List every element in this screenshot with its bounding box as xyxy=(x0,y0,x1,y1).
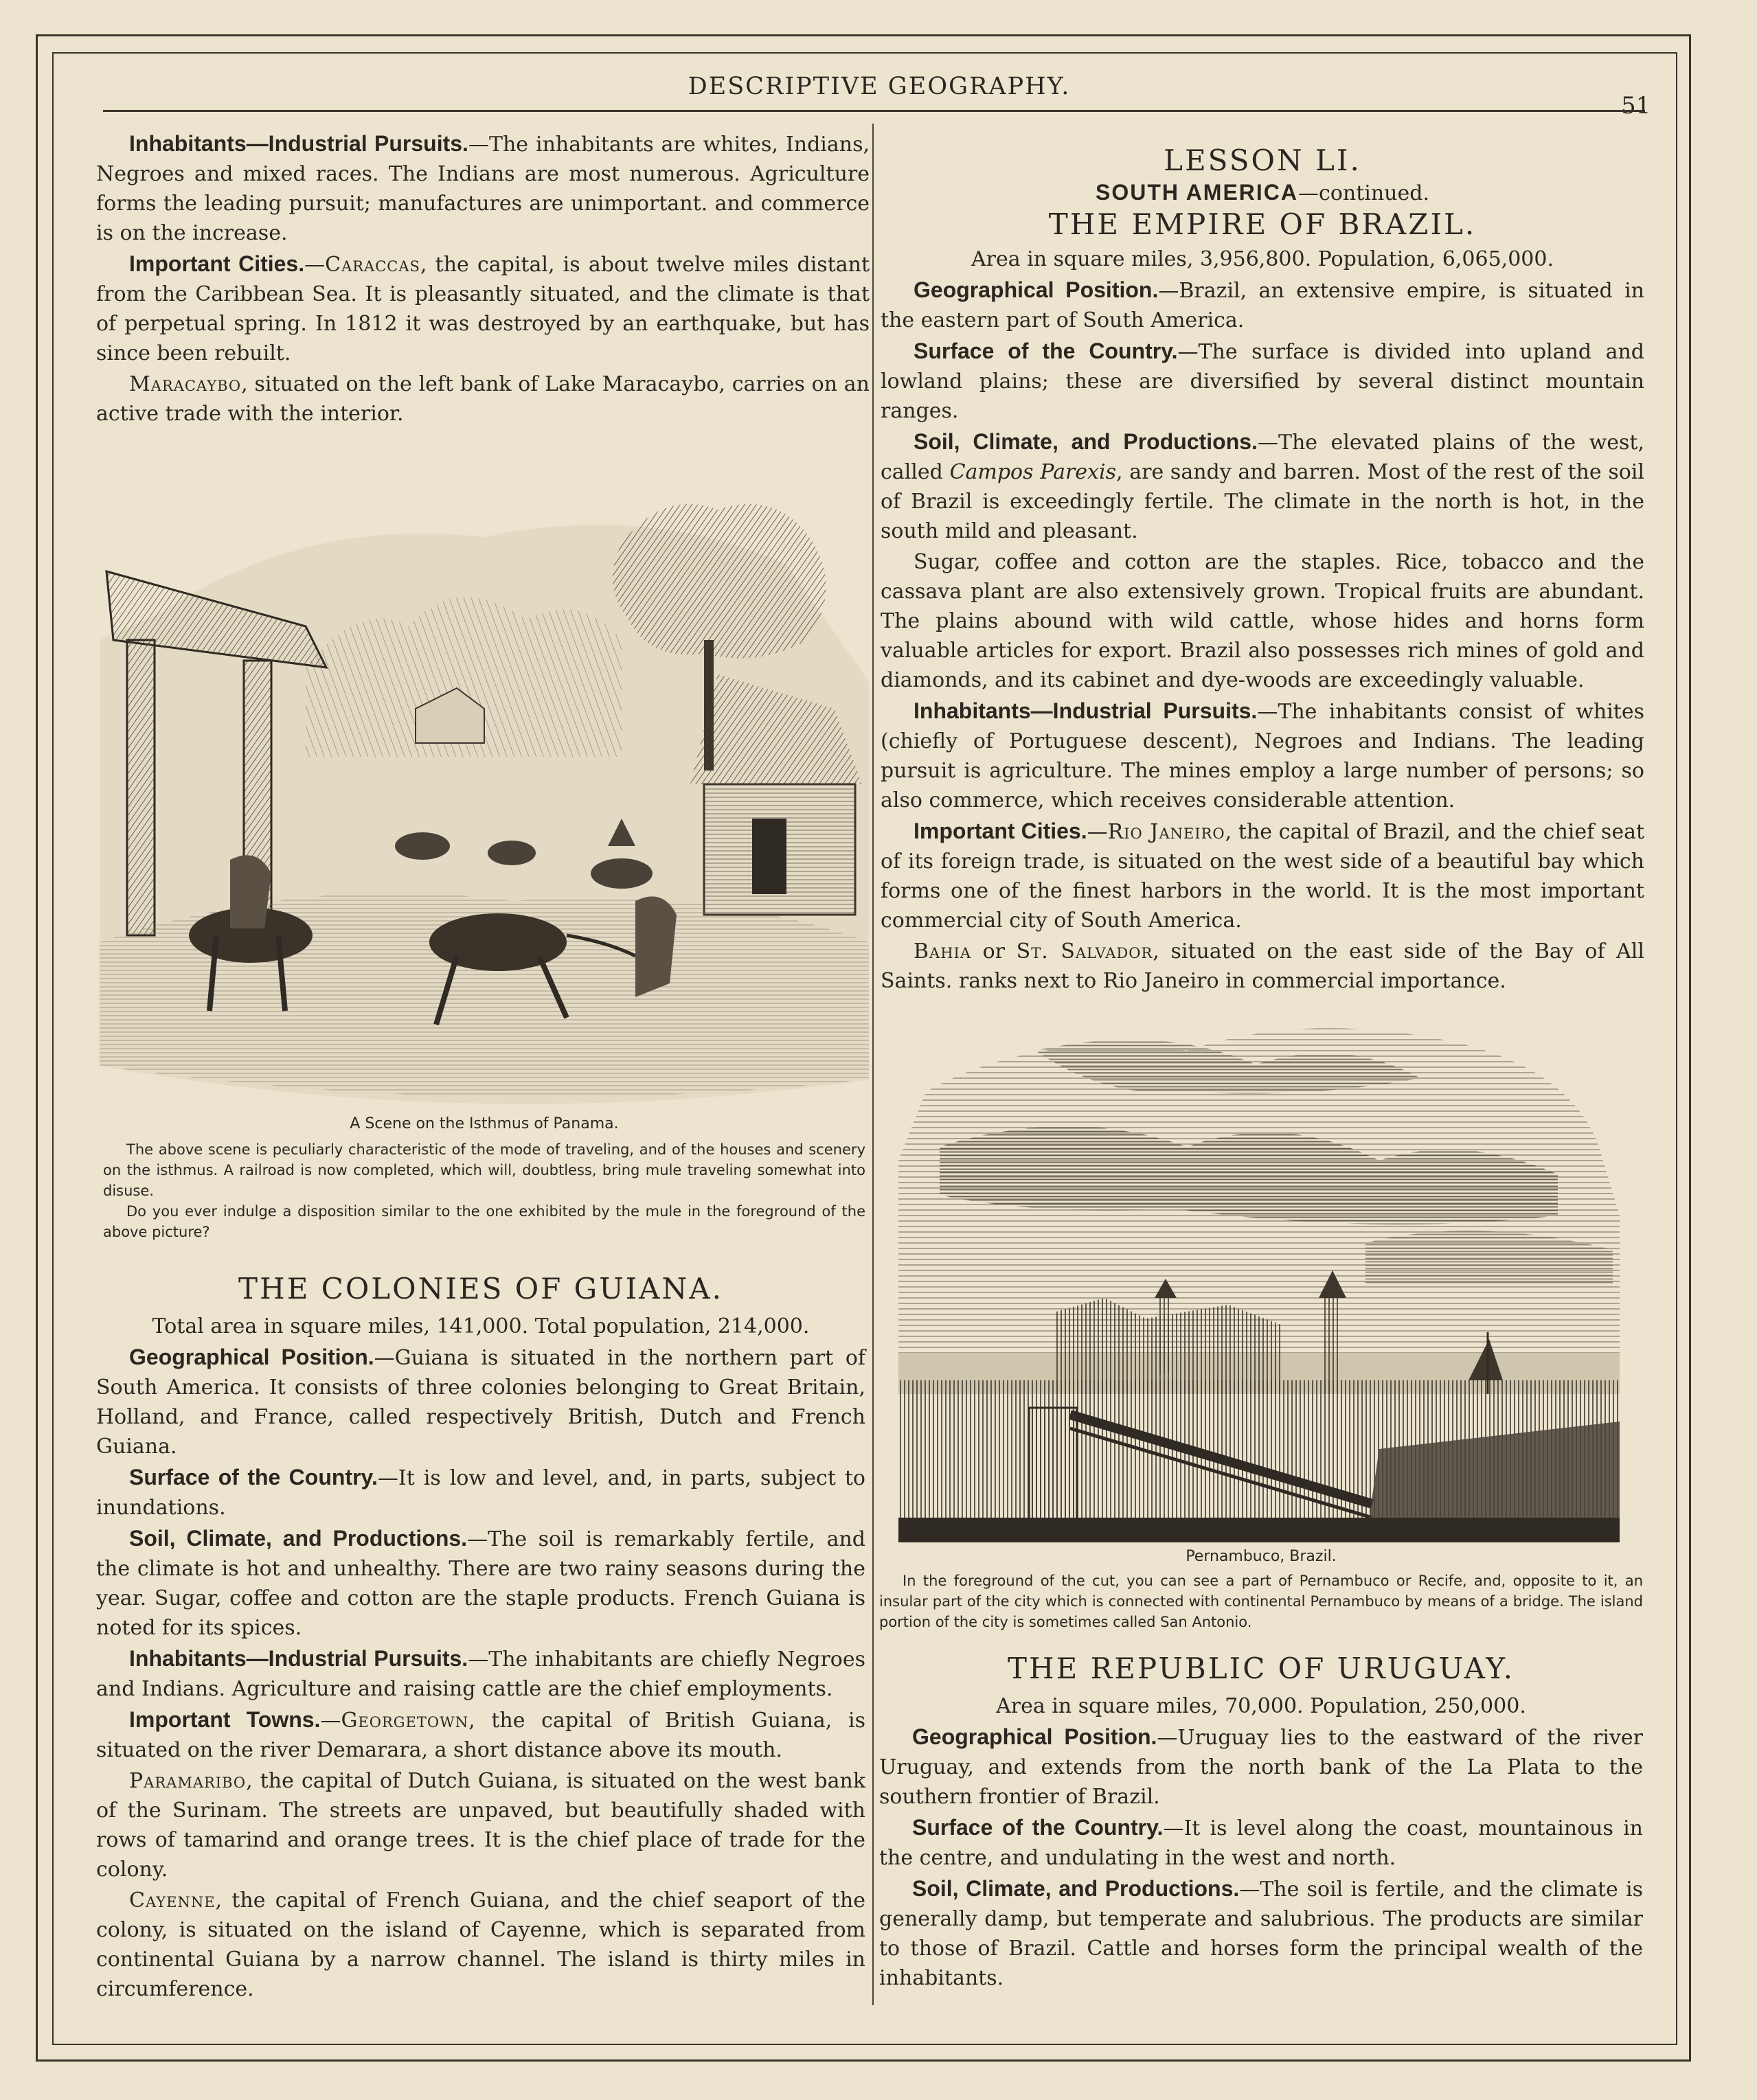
section-lead: Inhabitants—Industrial Pursuits. xyxy=(129,1646,468,1671)
left-column-bottom xyxy=(96,1274,865,2005)
paragraph xyxy=(881,275,1644,335)
city-name: Cayenne xyxy=(129,1888,216,1913)
left-column-top xyxy=(96,129,870,430)
paragraph xyxy=(879,1813,1643,1873)
city-name: Georgetown xyxy=(341,1709,469,1733)
paragraph-text: , the capital of Dutch Guiana, is situated on the west bank of the Surinam. The streets are unpaved, but beautifully shaded with rows of tamarind and orange trees. It is the chief place of trade for the colony. xyxy=(96,1769,865,1882)
figure-caption-title: Pernambuco, Brazil. xyxy=(1186,1548,1337,1565)
right-column-top xyxy=(881,146,1644,997)
section-stats: Area in square miles, 3,956,800. Population, 6,065,000. xyxy=(971,247,1554,271)
section-lead: Important Towns. xyxy=(129,1707,321,1732)
section-title: THE EMPIRE OF BRAZIL. xyxy=(1048,207,1477,241)
figure-caption: In the foreground of the cut, you can see a part of Pernambuco or Recife, and, opposite to it, an insular part of the city which is connected with continental Pernambuco by means of a bridge. The island portion of the city is sometimes called San Antonio. xyxy=(879,1573,1643,1630)
paragraph-text: —It is low and level, and, in parts, subject to inundations. xyxy=(96,1466,865,1520)
paragraph-text: —The elevated plains of the west, called xyxy=(881,431,1644,484)
section-lead: Important Cities. xyxy=(129,251,305,276)
paragraph xyxy=(96,129,870,248)
paragraph-text: or xyxy=(971,939,1017,963)
section-stats: Total area in square miles, 141,000. Total population, 214,000. xyxy=(152,1314,810,1338)
panama-caption xyxy=(103,1115,865,1242)
paragraph-text: — xyxy=(320,1709,341,1733)
paragraph-text: —The soil is fertile, and the climate is generally damp, but temperate and salubrious. The products are similar to those of Brazil. Cattle and horses form the principal wealth of the inhabitants. xyxy=(879,1878,1644,1990)
column-divider xyxy=(872,124,874,2005)
section-lead: Surface of the Country. xyxy=(914,339,1178,363)
paragraph-text: —Uruguay lies to the eastward of the river Uruguay, and extends from the north bank of the La Plata to the southern frontier of Brazil. xyxy=(879,1726,1643,1809)
section-lead: Geographical Position. xyxy=(912,1724,1157,1749)
paragraph-text: , the capital of British Guiana, is situated on the river Demarara, a short distance above its mouth. xyxy=(96,1709,866,1762)
header-rule xyxy=(103,110,1645,112)
city-name: Bahia xyxy=(914,939,971,963)
paragraph-text: , are sandy and barren. Most of the rest of the soil of Brazil is exceedingly fertile. The climate in the north is hot, in the south mild and pleasant. xyxy=(881,460,1644,543)
subheading-main: SOUTH AMERICA xyxy=(1095,180,1299,205)
paragraph xyxy=(96,1343,865,1461)
section-lead: Geographical Position. xyxy=(129,1345,374,1369)
right-column-bottom xyxy=(879,1654,1643,1994)
lesson-subheading xyxy=(881,178,1644,208)
section-lead: Inhabitants—Industrial Pursuits. xyxy=(129,131,468,156)
section-lead: Inhabitants—Industrial Pursuits. xyxy=(914,698,1258,723)
paragraph-text: —The inhabitants are whites, Indians, Negroes and mixed races. The Indians are most numerous. Agriculture forms the leading pursuit; manufactures are unimportant. and commerce is on the increase. xyxy=(96,133,870,245)
paragraph-text: —The soil is remarkably fertile, and the climate is hot and unhealthy. There are two rainy seasons during the year. Sugar, coffee and cotton are the staple products. French Guiana is noted for its spices. xyxy=(96,1527,865,1640)
paragraph-text: —Guiana is situated in the northern part of South America. It consists of three colonies belonging to Great Britain, Holland, and France, called respectively British, Dutch and French Guiana. xyxy=(96,1346,866,1459)
paragraph-text: , situated on the left bank of Lake Maracaybo, carries on an active trade with the interior. xyxy=(96,372,870,426)
section-title: THE REPUBLIC OF URUGUAY. xyxy=(1008,1652,1515,1685)
figure-caption: The above scene is peculiarly characteristic of the mode of traveling, and of the houses and scenery on the isthmus. A railroad is now completed, which will, doubtless, bring mule traveling somewhat into disuse. xyxy=(103,1141,865,1199)
city-name: Rio Janeiro xyxy=(1107,820,1225,844)
section-lead: Soil, Climate, and Productions. xyxy=(914,429,1258,454)
italic-term: Campos Parexis xyxy=(949,460,1116,484)
panama-scene-image xyxy=(100,461,869,1107)
paragraph-text: , the capital of French Guiana, and the chief seaport of the colony, is situated on the island of Cayenne, which is separated from continental Guiana by a narrow channel. The island is thirty miles in circumference. xyxy=(96,1888,865,2001)
city-name: Paramaribo xyxy=(129,1769,247,1793)
paragraph xyxy=(96,369,870,429)
paragraph-text: — xyxy=(1087,820,1108,844)
paragraph xyxy=(96,1705,865,1765)
paragraph xyxy=(881,937,1644,996)
subheading-tail: —continued. xyxy=(1298,181,1429,205)
paragraph xyxy=(881,817,1644,935)
city-name: Maracaybo xyxy=(129,372,242,396)
figure-caption-title: A Scene on the Isthmus of Panama. xyxy=(350,1115,619,1132)
paragraph xyxy=(96,1886,865,2004)
paragraph xyxy=(881,336,1644,426)
paragraph xyxy=(879,1874,1643,1993)
paragraph xyxy=(96,1644,865,1704)
section-lead: Soil, Climate, and Productions. xyxy=(129,1526,468,1551)
paragraph-text: , the capital, is about twelve miles distant from the Caribbean Sea. It is pleasantly situated, and the climate is that of perpetual spring. In 1812 it was destroyed by an earthquake, but has since been rebuilt. xyxy=(96,253,870,365)
paragraph xyxy=(879,1722,1643,1812)
paragraph: Sugar, coffee and cotton are the staples. Rice, tobacco and the cassava plant are also extensively grown. Tropical fruits are abundant. The plains abound with wild cattle, whose hides and horns form valuable articles for export. Brazil also possesses rich mines of gold and diamonds, and its cabinet and dye-woods are exceedingly valuable. xyxy=(881,550,1644,692)
paragraph-text: —The inhabitants consist of whites (chiefly of Portuguese descent), Negroes and Indians. The leading pursuit is agriculture. The mines employ a large number of persons; so also commerce, which receives considerable attention. xyxy=(881,700,1644,812)
paragraph-text: —The inhabitants are chiefly Negroes and Indians. Agriculture and raising cattle are the chief employments. xyxy=(96,1647,866,1701)
section-lead: Soil, Climate, and Productions. xyxy=(912,1876,1240,1901)
paragraph xyxy=(96,1766,865,1884)
paragraph-text: , situated on the east side of the Bay of All Saints. ranks next to Rio Janeiro in commercial importance. xyxy=(881,939,1644,993)
page-number: 51 xyxy=(1621,92,1651,119)
paragraph xyxy=(96,249,870,368)
figure-caption: Do you ever indulge a disposition similar to the one exhibited by the mule in the foreground of the above picture? xyxy=(103,1203,865,1240)
paragraph-text: —It is level along the coast, mountainous in the centre, and undulating in the west and north. xyxy=(879,1816,1644,1870)
paragraph-text: —The surface is divided into upland and lowland plains; these are diversified by several distinct mountain ranges. xyxy=(881,340,1644,423)
paragraph-text: —Brazil, an extensive empire, is situated in the eastern part of South America. xyxy=(881,279,1645,332)
paragraph xyxy=(96,1463,865,1522)
pernambuco-engraving xyxy=(898,1009,1620,1542)
paragraph xyxy=(96,1524,865,1643)
paragraph-text: , the capital of Brazil, and the chief seat of its foreign trade, is situated on the west side of a beautiful bay which forms one of the finest harbors in the world. It is the most important commercial city of South America. xyxy=(881,820,1645,933)
panama-engraving xyxy=(100,461,869,1107)
section-stats: Area in square miles, 70,000. Population, 250,000. xyxy=(996,1694,1526,1718)
paragraph xyxy=(881,696,1644,815)
running-head: DESCRIPTIVE GEOGRAPHY. xyxy=(688,73,1071,100)
lesson-title: LESSON LI. xyxy=(1164,144,1361,177)
section-title: THE COLONIES OF GUIANA. xyxy=(238,1272,723,1305)
paragraph xyxy=(881,427,1644,546)
paragraph-text: — xyxy=(304,253,326,277)
pernambuco-caption xyxy=(879,1548,1643,1632)
section-lead: Geographical Position. xyxy=(914,277,1159,302)
city-name: Caraccas xyxy=(325,253,420,277)
section-lead: Important Cities. xyxy=(914,819,1087,843)
section-lead: Surface of the Country. xyxy=(912,1815,1164,1840)
section-lead: Surface of the Country. xyxy=(129,1465,378,1490)
pernambuco-scene-image xyxy=(898,1009,1620,1542)
city-name: St. Salvador xyxy=(1016,939,1153,963)
